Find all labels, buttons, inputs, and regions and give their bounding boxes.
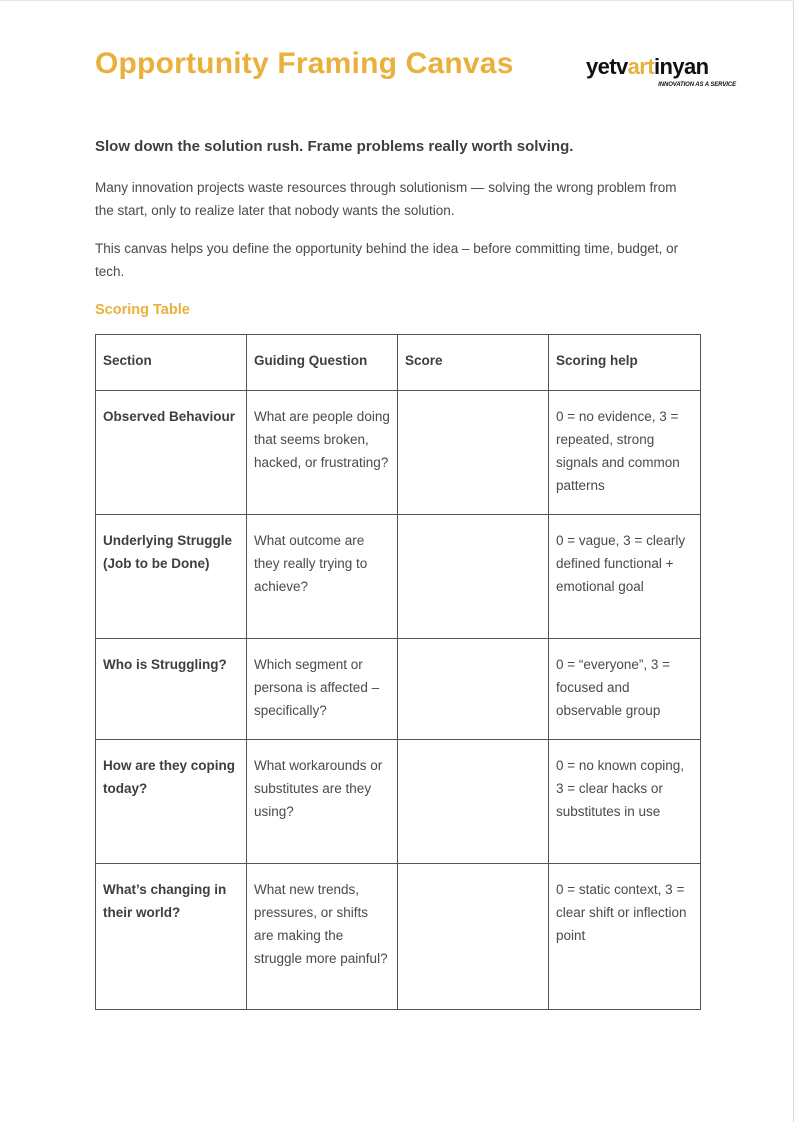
help-cell: 0 = “everyone”, 3 = focused and observable group [549,639,701,740]
table-row [96,391,701,515]
column-header-score: Score [398,335,549,391]
score-cell[interactable] [398,864,549,1010]
question-cell: What workarounds or substitutes are they using? [247,740,398,864]
intro-paragraph-2: This canvas helps you define the opportunity behind the idea – before committing time, budget, or tech. [95,241,679,279]
help-cell: 0 = no evidence, 3 = repeated, strong signals and common patterns [549,391,701,515]
score-cell[interactable] [398,639,549,740]
section-cell: Underlying Struggle (Job to be Done) [96,515,247,639]
table-row [96,639,701,740]
intro-paragraph-1: Many innovation projects waste resources through solutionism — solving the wrong problem from the start, only to realize later that nobody wants the solution. [95,180,677,218]
logo-tagline: INNOVATION AS A SERVICE [658,82,736,88]
logo-part-2: art [627,54,654,79]
section-cell: Who is Struggling? [96,639,247,740]
table-row [96,864,701,1010]
logo-part-3: inyan [653,54,709,79]
section-cell: How are they coping today? [96,740,247,864]
table-row [96,740,701,864]
column-header-section: Section [96,335,247,391]
logo-wordmark [586,56,740,78]
help-cell: 0 = static context, 3 = clear shift or inflection point [549,864,701,1010]
brand-logo [586,56,740,92]
table-header-row [96,335,701,391]
column-header-guiding-question: Guiding Question [247,335,398,391]
help-cell: 0 = vague, 3 = clearly defined functional + emotional goal [549,515,701,639]
page-title: Opportunity Framing Canvas [95,47,514,80]
column-header-scoring-help: Scoring help [549,335,701,391]
scoring-table-heading: Scoring Table [95,302,190,318]
question-cell: What are people doing that seems broken, hacked, or frustrating? [247,391,398,515]
help-cell: 0 = no known coping, 3 = clear hacks or substitutes in use [549,740,701,864]
intro-subtitle: Slow down the solution rush. Frame problems really worth solving. [95,138,574,155]
section-cell: Observed Behaviour [96,391,247,515]
question-cell: What outcome are they really trying to achieve? [247,515,398,639]
score-cell[interactable] [398,391,549,515]
question-cell: What new trends, pressures, or shifts are making the struggle more painful? [247,864,398,1010]
scoring-table [95,334,701,1010]
question-cell: Which segment or persona is affected – specifically? [247,639,398,740]
table-row [96,515,701,639]
section-cell: What’s changing in their world? [96,864,247,1010]
logo-part-1: yetv [586,54,628,79]
score-cell[interactable] [398,740,549,864]
score-cell[interactable] [398,515,549,639]
